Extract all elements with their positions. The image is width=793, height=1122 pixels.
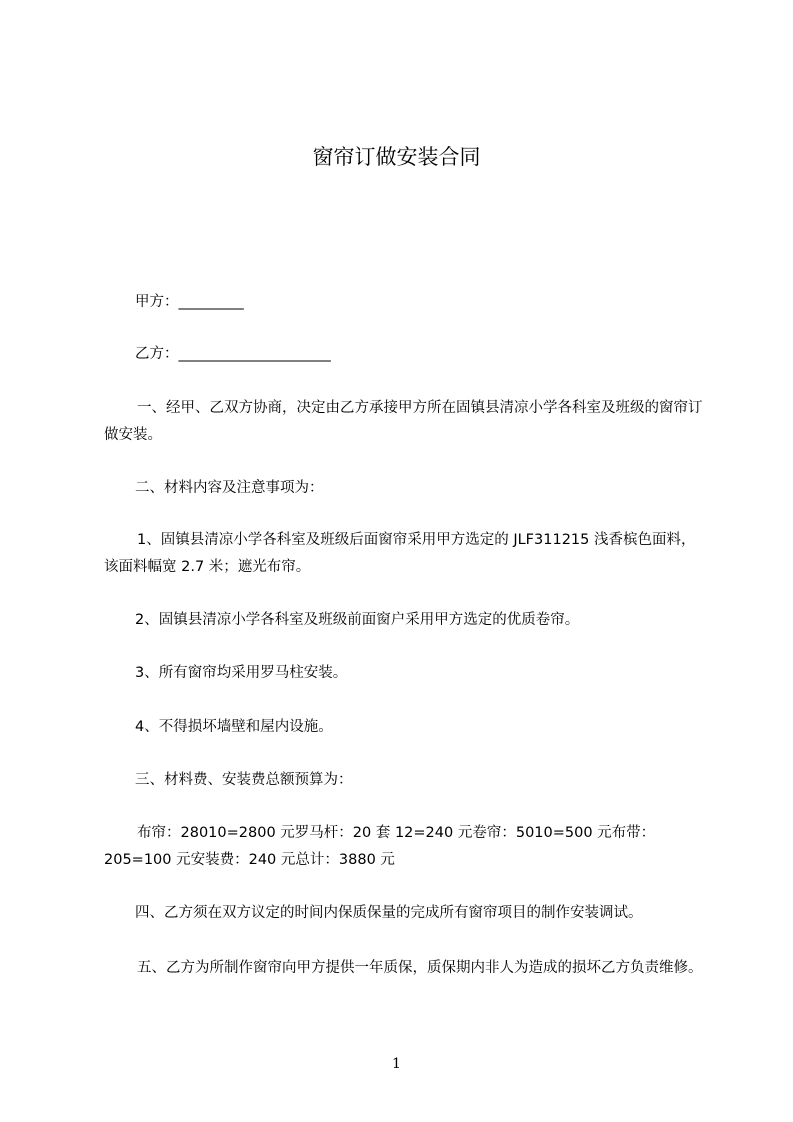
- clause-2-heading: 二、材料内容及注意事项为：: [135, 480, 324, 496]
- party-a-line: 甲方：_________: [135, 294, 244, 310]
- materials-item-2: 2、固镇县清凉小学各科室及班级前面窗户采用甲方选定的优质卷帘。: [135, 612, 580, 628]
- clause-4: 四、乙方须在双方议定的时间内保质保量的完成所有窗帘项目的制作安装调试。: [135, 905, 643, 921]
- document-title: 窗帘订做安装合同: [312, 145, 481, 169]
- materials-item-1: 1、固镇县清凉小学各科室及班级后面窗帘采用甲方选定的 JLF311215 浅香槟色面料，该面料幅宽 2.7 米；遮光布帘。: [104, 532, 696, 575]
- party-b-line: 乙方：_____________________: [135, 346, 331, 362]
- page-number: 1: [392, 1056, 401, 1072]
- materials-item-3: 3、所有窗帘均采用罗马柱安装。: [135, 665, 348, 681]
- budget-details: 布帘：28010=2800 元罗马杆：20 套 12=240 元卷帘：5010=500 元布带：205=100 元安装费：240 元总计：3880 元: [104, 825, 656, 868]
- clause-1: 一、经甲、乙双方协商，决定由乙方承接甲方所在固镇县清凉小学各科室及班级的窗帘订做安装。: [104, 400, 703, 443]
- materials-item-4: 4、不得损坏墙壁和屋内设施。: [135, 719, 333, 735]
- clause-3-heading: 三、材料费、安装费总额预算为：: [135, 772, 353, 788]
- clause-5: 五、乙方为所制作窗帘向甲方提供一年质保，质保期内非人为造成的损坏乙方负责维修。: [137, 960, 703, 976]
